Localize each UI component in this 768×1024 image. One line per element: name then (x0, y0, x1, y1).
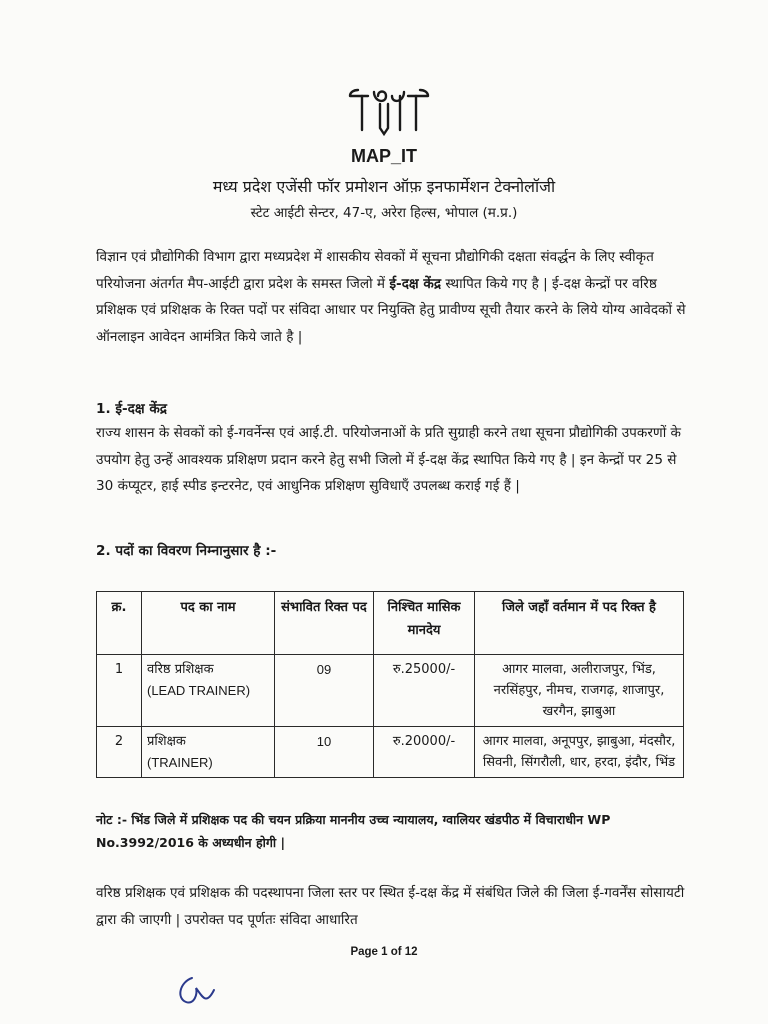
handwritten-signature-icon (172, 972, 220, 1008)
posts-table (96, 591, 684, 778)
organization-address: स्टेट आईटी सेन्टर, 47-ए, अरेरा हिल्स, भोपाल (म.प्र.) (250, 205, 518, 221)
page-title: MAP_IT (350, 146, 417, 166)
districts-cell: आगर मालवा, अलीराजपुर, भिंड, नरसिंहपुर, नीमच, राजगढ़, शाजापुर, खरगैन, झाबुआ (475, 655, 684, 727)
post-name-cell (142, 655, 275, 727)
page-number: Page 1 of 12 (350, 946, 418, 958)
row-number: 2 (97, 727, 142, 778)
closing-paragraph: वरिष्ठ प्रशिक्षक एवं प्रशिक्षक की पदस्थापना जिला स्तर पर स्थित ई-दक्ष केंद्र में संबंधित जिले की जिला ई-गवर्नेंस सोसायटी द्वारा की जाएगी | उपरोक्त पद पूर्णतः संविदा आधारित (96, 885, 685, 928)
table-header: पद का नाम (142, 592, 275, 655)
intro-text-part2: स्थापित किये गए है | ई-दक्ष केन्द्रों पर वरिष्ठ प्रशिक्षक एवं प्रशिक्षक के रिक्त पदों पर संविदा आधार पर नियुक्ति हेतु प्रावीण्य सूची तैयार करने के लिये योग्य आवेदकों से ऑनलाइन आवेदन आमंत्रित किये जाते है | (96, 275, 686, 345)
intro-text-bold: ई-दक्ष केंद्र (389, 275, 442, 292)
organization-name: मध्य प्रदेश एजेंसी फॉर प्रमोशन ऑफ़ इनफार्मेशन टेक्नोलॉजी (212, 177, 556, 196)
post-name-hindi: प्रशिक्षक (147, 734, 186, 749)
note-paragraph: नोट :- भिंड जिले में प्रशिक्षक पद की चयन प्रक्रिया माननीय उच्च न्यायालय, ग्वालियर खंडपीठ में विचाराधीन WP No.3992/2016 के अध्यधीन होगी | (96, 812, 611, 850)
table-row (97, 727, 684, 778)
post-name-cell (142, 727, 275, 778)
post-name-english: (TRAINER) (147, 755, 213, 770)
post-name-english: (LEAD TRAINER) (147, 683, 251, 698)
vacancies-cell: 09 (275, 655, 374, 727)
post-name-hindi: वरिष्ठ प्रशिक्षक (147, 662, 214, 677)
section1-heading: 1. ई-दक्ष केंद्र (96, 401, 168, 417)
table-row (97, 655, 684, 727)
pay-cell: रु.25000/- (374, 655, 475, 727)
section1-body: राज्य शासन के सेवकों को ई-गवर्नेन्स एवं आई.टी. परियोजनाओं के प्रति सुग्राही करने तथा सूचना प्रौद्योगिकी उपकरणों के उपयोग हेतु उन्हें आवश्यक प्रशिक्षण प्रदान करने हेतु सभी जिलो में ई-दक्ष केंद्र स्थापित किये गए है | इन केन्द्रों पर 25 से 30 कंप्यूटर, हाई स्पीड इन्टरनेट, एवं आधुनिक प्रशिक्षण सुविधाएँ उपलब्ध कराई गई हैं | (96, 425, 681, 494)
pay-cell: रु.20000/- (374, 727, 475, 778)
vacancies-cell: 10 (275, 727, 374, 778)
intro-paragraph (96, 244, 688, 350)
map-it-logo-icon (348, 88, 430, 138)
section2-heading: 2. पदों का विवरण निम्नानुसार है :- (96, 543, 277, 559)
table-header: क्र. (97, 592, 142, 655)
row-number: 1 (97, 655, 142, 727)
table-header-row (97, 592, 684, 655)
table-header: संभावित रिक्त पद (275, 592, 374, 655)
table-header: निश्चित मासिक मानदेय (374, 592, 475, 655)
intro-text-part1: विज्ञान एवं प्रौद्योगिकी विभाग द्वारा मध्यप्रदेश में शासकीय सेवकों में सूचना प्रौद्योगिकी दक्षता संवर्द्धन के लिए स्वीकृत परियोजना अंतर्गत मैप-आईटी द्वारा प्रदेश के समस्त जिलो में (96, 249, 654, 292)
districts-cell: आगर मालवा, अनूपपुर, झाबुआ, मंदसौर, सिवनी, सिंगरौली, धार, हरदा, इंदौर, भिंड (475, 727, 684, 778)
table-header: जिले जहाँ वर्तमान में पद रिक्त है (475, 592, 684, 655)
